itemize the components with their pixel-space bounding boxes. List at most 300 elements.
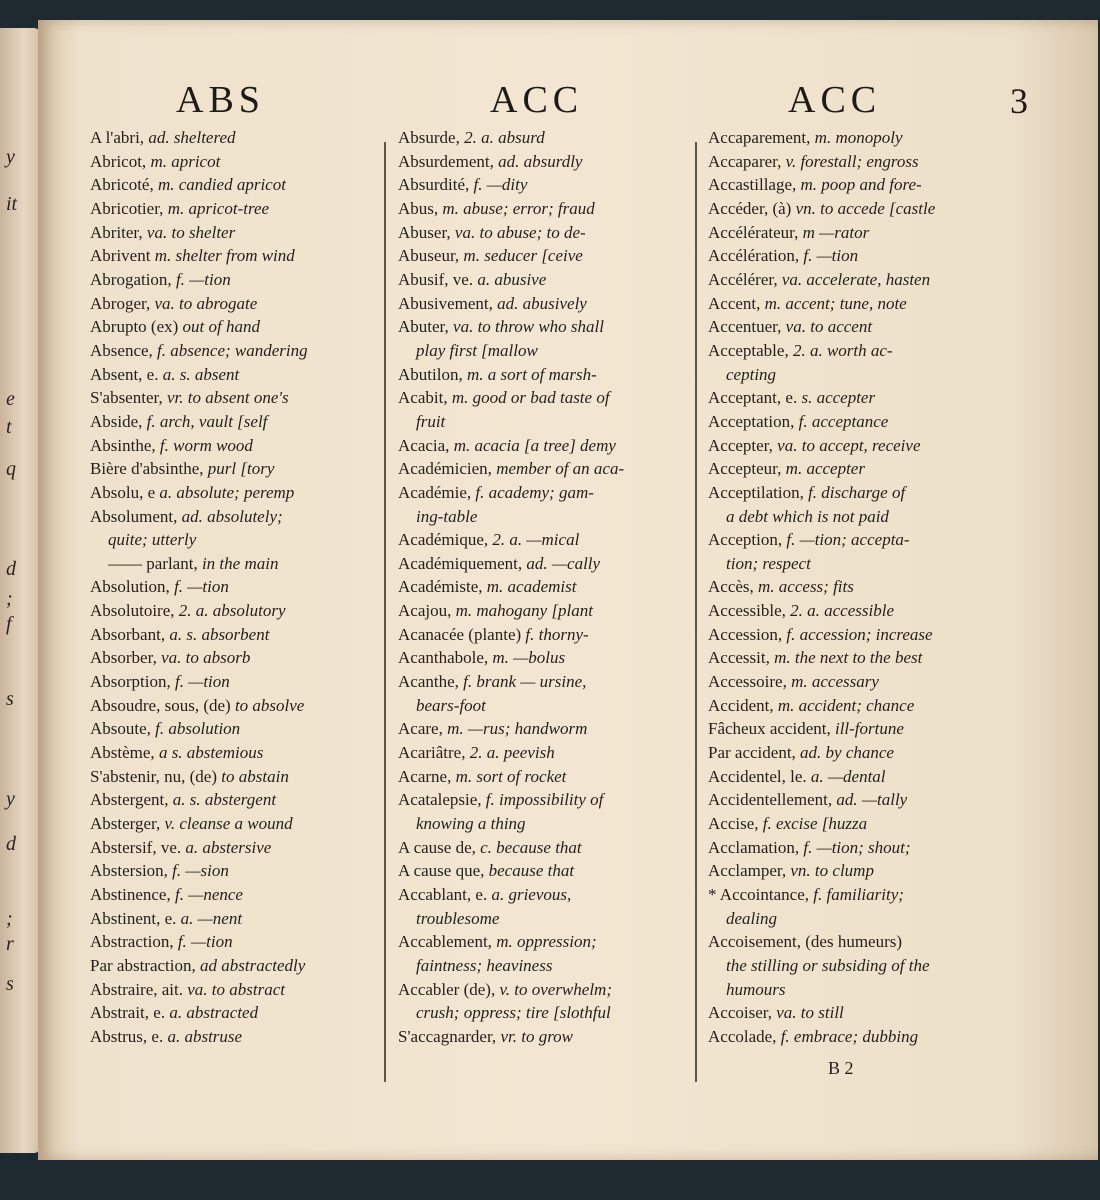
entry-headword: Absorber, — [90, 648, 162, 668]
entry-definition: f. —tion — [803, 246, 859, 266]
dictionary-entry — [708, 1025, 1048, 1049]
dictionary-entry — [398, 386, 690, 410]
dictionary-entry — [708, 244, 1048, 268]
entry-headword: Absinthe, — [90, 435, 160, 455]
dictionary-entry — [398, 765, 690, 789]
entry-headword: Accent, — [708, 293, 765, 313]
dictionary-entry — [90, 292, 380, 316]
entry-definition: the stilling or subsiding of the — [726, 955, 930, 975]
entry-headword: Abstème, — [90, 743, 159, 763]
entry-definition: in the main — [201, 553, 279, 573]
dictionary-entry — [90, 599, 380, 623]
entry-definition: m. acacia [a tree] demy — [453, 435, 616, 455]
facing-page-letter: ; — [6, 588, 13, 610]
entry-definition: 2. a. absolutory — [178, 601, 286, 621]
entry-definition: v. cleanse a wound — [164, 814, 293, 834]
entry-headword: Accélérateur, — [708, 222, 803, 242]
dictionary-entry — [90, 646, 380, 670]
facing-page-edge — [0, 28, 40, 1153]
entry-definition: f. acceptance — [798, 411, 889, 431]
dictionary-entry — [708, 765, 1048, 789]
entry-definition: m. candied apricot — [157, 175, 286, 195]
entry-headword: Abus, — [398, 198, 443, 218]
dictionary-entry — [90, 907, 380, 931]
entry-definition: because that — [488, 861, 575, 881]
entry-definition: f. —tion; shout; — [803, 837, 911, 857]
facing-page-letter: s — [6, 688, 14, 710]
entry-definition: f. impossibility of — [485, 790, 604, 810]
entry-definition: a. absolute; peremp — [159, 482, 295, 502]
entry-headword: Absterger, — [90, 814, 165, 834]
dictionary-entry — [708, 363, 1048, 387]
entry-headword: Bière d'absinthe, — [90, 459, 208, 479]
dictionary-entry — [708, 930, 1048, 954]
entry-definition: f. academy; gam- — [475, 482, 594, 502]
headword-center: ACC — [490, 79, 584, 121]
entry-definition: ad. absolutely; — [181, 506, 283, 526]
entry-definition: va. to throw who shall — [453, 317, 604, 337]
entry-definition: fruit — [416, 411, 446, 431]
entry-definition: a. grievous, — [491, 885, 572, 904]
entry-definition: troublesome — [416, 908, 500, 928]
entry-definition: f. absence; wandering — [157, 340, 308, 360]
facing-page-letter: e — [6, 388, 15, 410]
entry-definition: f. discharge of — [808, 482, 906, 502]
dictionary-entry — [398, 670, 690, 694]
dictionary-entry — [90, 575, 380, 599]
entry-definition: f. —tion — [175, 269, 231, 289]
dictionary-entry — [90, 457, 380, 481]
entry-definition: faintness; heaviness — [416, 955, 553, 975]
dictionary-entry — [90, 410, 380, 434]
entry-headword: Abrivent — [90, 246, 155, 266]
entry-headword: Absurdité, — [398, 175, 474, 195]
entry-definition: va. to accent — [785, 317, 873, 337]
entry-definition: vn. to clump — [790, 861, 874, 881]
entry-definition: ill-fortune — [834, 719, 904, 739]
dictionary-entry — [398, 907, 690, 931]
dictionary-entry — [398, 315, 690, 339]
entry-headword: Acajou, — [398, 601, 456, 621]
dictionary-entry — [398, 741, 690, 765]
entry-headword: Abusif, ve. — [398, 269, 478, 289]
dictionary-entry — [90, 173, 380, 197]
facing-page-letter: y — [6, 788, 15, 810]
entry-headword: Abstergent, — [90, 790, 173, 810]
entry-headword: Accessible, — [708, 601, 791, 621]
entry-headword: Académique, — [398, 530, 493, 550]
entry-definition: s. accepter — [801, 388, 876, 408]
entry-definition: f. accession; increase — [786, 624, 933, 644]
entry-headword: Accastillage, — [708, 175, 801, 195]
entry-definition: f. —tion — [174, 577, 229, 597]
facing-page-letter: q — [6, 458, 16, 480]
entry-headword: Acabit, — [398, 388, 452, 408]
dictionary-entry — [708, 505, 1048, 529]
dictionary-entry — [90, 1001, 380, 1025]
entry-headword: Accepter, — [708, 435, 778, 455]
entry-headword: Abstinence, — [90, 885, 175, 904]
headword-right: ACC — [788, 79, 882, 121]
dictionary-entry — [90, 363, 380, 387]
dictionary-entry — [90, 859, 380, 883]
entry-definition: f. familiarity; — [813, 885, 904, 904]
dictionary-entry — [708, 339, 1048, 363]
dictionary-entry — [708, 788, 1048, 812]
entry-headword: Accentuer, — [708, 317, 786, 337]
entry-headword: Acceptant, e. — [708, 388, 802, 408]
dictionary-entry — [708, 575, 1048, 599]
entry-definition: m. access; fits — [758, 577, 854, 597]
entry-headword: Académiquement, — [398, 553, 527, 573]
entry-headword: Acare, — [398, 719, 448, 739]
dictionary-entry — [398, 410, 690, 434]
entry-definition: 2. a. worth ac- — [792, 340, 893, 360]
entry-definition: m. —rus; handworm — [447, 719, 588, 739]
entry-definition: vr. to absent one's — [166, 388, 289, 408]
dictionary-entry — [398, 268, 690, 292]
entry-headword: Acception, — [708, 530, 787, 550]
entry-headword: Abricot, — [90, 151, 151, 171]
dictionary-entry — [398, 883, 690, 907]
dictionary-entry — [398, 481, 690, 505]
entry-definition: tion; respect — [726, 553, 811, 573]
entry-definition: ad. —cally — [526, 553, 601, 573]
entry-definition: m. accent; tune, note — [764, 293, 907, 313]
entry-definition: dealing — [726, 908, 777, 928]
dictionary-entry — [708, 599, 1048, 623]
dictionary-entry — [90, 434, 380, 458]
dictionary-entry — [398, 457, 690, 481]
entry-headword: Absoudre, sous, (de) — [90, 695, 235, 715]
entry-definition: f. arch, vault [self — [146, 411, 268, 431]
dictionary-entry — [90, 978, 380, 1002]
entry-headword: Accaparement, — [708, 128, 815, 147]
entry-definition: m. —bolus — [492, 648, 566, 668]
entry-definition: a. —dental — [810, 766, 886, 786]
entry-headword: Accidentel, le. — [708, 766, 811, 786]
dictionary-entry — [90, 150, 380, 174]
entry-headword: Abriter, — [90, 222, 147, 242]
entry-headword: A l'abri, — [90, 128, 149, 147]
dictionary-entry — [398, 646, 690, 670]
entry-headword: Accès, — [708, 577, 759, 597]
entry-definition: m. a sort of marsh- — [466, 364, 597, 384]
entry-headword: Acatalepsie, — [398, 790, 486, 810]
entry-headword: Abuseur, — [398, 246, 464, 266]
dictionary-entry — [398, 339, 690, 363]
entry-definition: a. abstracted — [169, 1003, 259, 1023]
entry-definition: va. to abuse; to de- — [454, 222, 586, 242]
entry-definition: f. worm wood — [159, 435, 253, 455]
entry-definition: m. accessary — [791, 672, 879, 692]
entry-definition: 2. a. accessible — [790, 601, 894, 621]
dictionary-entry — [708, 1001, 1048, 1025]
dictionary-entry — [90, 694, 380, 718]
column-3 — [708, 126, 1048, 1049]
dictionary-entry — [90, 741, 380, 765]
dictionary-entry — [398, 221, 690, 245]
dictionary-entry — [708, 670, 1048, 694]
entry-definition: m. accepter — [785, 459, 865, 479]
entry-headword: Acanthe, — [398, 672, 464, 692]
facing-page-letter: t — [6, 416, 12, 438]
facing-page-letter: ; — [6, 908, 13, 930]
dictionary-entry — [708, 717, 1048, 741]
dictionary-entry — [708, 907, 1048, 931]
dictionary-entry — [90, 505, 380, 529]
entry-definition: humours — [726, 979, 786, 999]
dictionary-entry — [708, 434, 1048, 458]
dictionary-entry — [90, 954, 380, 978]
dictionary-entry — [398, 859, 690, 883]
entry-definition: cepting — [726, 364, 777, 384]
dictionary-entry — [398, 599, 690, 623]
dictionary-entry — [708, 410, 1048, 434]
entry-definition: m. the next to the best — [774, 648, 923, 668]
entry-definition: a. s. absent — [162, 364, 240, 384]
entry-headword: * Accointance, — [708, 885, 814, 904]
entry-headword: Accélération, — [708, 246, 804, 266]
dictionary-entry — [708, 268, 1048, 292]
dictionary-entry — [90, 244, 380, 268]
entry-definition: purl [tory — [207, 459, 275, 479]
entry-definition: m —rator — [802, 222, 870, 242]
dictionary-entry — [90, 623, 380, 647]
entry-definition: to absolve — [234, 695, 305, 715]
entry-headword: Acceptation, — [708, 411, 799, 431]
entry-headword: Abside, — [90, 411, 147, 431]
entry-definition: 2. a. —mical — [492, 530, 580, 550]
dictionary-entry — [398, 694, 690, 718]
entry-headword: Absorption, — [90, 672, 175, 692]
dictionary-entry — [90, 930, 380, 954]
entry-definition: ad. abusively — [497, 293, 587, 313]
dictionary-entry — [708, 859, 1048, 883]
entry-headword: Accabler (de), — [398, 979, 500, 999]
entry-headword: S'abstenir, nu, (de) — [90, 766, 222, 786]
entry-headword: Abstersif, ve. — [90, 837, 186, 857]
entry-headword: Abrupto (ex) — [90, 317, 183, 337]
entry-headword: S'accagnarder, — [398, 1026, 501, 1046]
entry-definition: va. to shelter — [146, 222, 236, 242]
entry-definition: quite; utterly — [108, 530, 197, 550]
entry-headword: Absurdement, — [398, 151, 499, 171]
entry-headword: Absolution, — [90, 577, 175, 597]
dictionary-entry — [398, 292, 690, 316]
entry-headword: Abuter, — [398, 317, 454, 337]
dictionary-entry — [398, 197, 690, 221]
entry-definition: play first [mallow — [416, 340, 538, 360]
dictionary-entry — [90, 528, 380, 552]
dictionary-entry — [398, 788, 690, 812]
entry-headword: Absence, — [90, 340, 158, 360]
entry-definition: bears-foot — [416, 695, 486, 715]
entry-headword: Abstrus, e. — [90, 1026, 168, 1046]
dictionary-entry — [398, 505, 690, 529]
dictionary-entry — [90, 765, 380, 789]
entry-headword: Fâcheux accident, — [708, 719, 835, 739]
entry-definition: va. to accept, receive — [777, 435, 921, 455]
dictionary-entry — [398, 978, 690, 1002]
dictionary-entry — [708, 623, 1048, 647]
entry-definition: f. —tion; accepta- — [786, 530, 910, 550]
dictionary-entry — [398, 717, 690, 741]
entry-definition: f. —nence — [174, 885, 243, 904]
entry-definition: m. oppression; — [496, 932, 597, 952]
entry-definition: vr. to grow — [500, 1026, 574, 1046]
entry-headword: Abstinent, e. — [90, 908, 181, 928]
entry-headword: Acceptable, — [708, 340, 793, 360]
dictionary-entry — [708, 481, 1048, 505]
entry-headword: Par abstraction, — [90, 955, 200, 975]
entry-headword: Acanthabole, — [398, 648, 493, 668]
entry-headword: Acanacée (plante) — [398, 624, 526, 644]
entry-definition: f. absolution — [155, 719, 241, 739]
dictionary-entry — [90, 126, 380, 150]
facing-page-letter: s — [6, 973, 14, 995]
entry-headword: Accessit, — [708, 648, 775, 668]
dictionary-entry — [398, 812, 690, 836]
dictionary-entry — [90, 1025, 380, 1049]
column-2 — [398, 126, 690, 1049]
dictionary-entry — [90, 670, 380, 694]
dictionary-entry — [90, 883, 380, 907]
entry-definition: m. seducer [ceive — [463, 246, 583, 266]
dictionary-entry — [90, 812, 380, 836]
entry-headword: Accidentellement, — [708, 790, 837, 810]
entry-definition: out of hand — [182, 317, 260, 337]
dictionary-entry — [398, 1001, 690, 1025]
entry-definition: m. shelter from wind — [154, 246, 295, 266]
entry-definition: va. to abstract — [187, 979, 285, 999]
facing-page-letter: d — [6, 558, 16, 580]
column-rule — [695, 142, 697, 1082]
entry-definition: m. apricot-tree — [167, 198, 270, 218]
entry-definition: m. mahogany [plant — [455, 601, 594, 621]
entry-definition: f. thorny- — [525, 624, 589, 644]
entry-headword: Abricoté, — [90, 175, 158, 195]
entry-definition: f. —tion — [175, 672, 230, 692]
entry-definition: m. academist — [486, 577, 577, 597]
entry-headword: Acceptilation, — [708, 482, 809, 502]
entry-headword: Accident, — [708, 695, 778, 715]
entry-headword: Abstraction, — [90, 932, 178, 952]
entry-headword: Accoisement, (des humeurs) — [708, 932, 903, 952]
entry-definition: knowing a thing — [416, 814, 526, 834]
entry-definition: ad. —tally — [836, 790, 908, 810]
entry-headword: S'absenter, — [90, 388, 167, 408]
entry-definition: a. —nent — [180, 908, 243, 928]
entry-definition: m. abuse; error; fraud — [442, 198, 595, 218]
facing-page-letter: f — [6, 613, 12, 635]
dictionary-entry — [398, 930, 690, 954]
entry-headword: Abuser, — [398, 222, 455, 242]
dictionary-entry — [398, 150, 690, 174]
dictionary-entry — [708, 836, 1048, 860]
entry-definition: ad abstractedly — [200, 955, 306, 975]
facing-page-letter: r — [6, 933, 14, 955]
entry-headword: Absolutoire, — [90, 601, 179, 621]
entry-headword: Accaparer, — [708, 151, 786, 171]
entry-definition: c. because that — [480, 837, 582, 857]
dictionary-entry — [90, 788, 380, 812]
dictionary-entry — [398, 528, 690, 552]
dictionary-entry — [708, 197, 1048, 221]
dictionary-entry — [398, 244, 690, 268]
entry-headword: Acariâtre, — [398, 743, 470, 763]
column-rule — [384, 142, 386, 1082]
entry-definition: m. sort of rocket — [455, 766, 567, 786]
entry-headword: Abutilon, — [398, 364, 467, 384]
entry-definition: m. poop and fore- — [800, 175, 922, 195]
dictionary-entry — [90, 552, 380, 576]
dictionary-entry — [398, 173, 690, 197]
entry-headword: Abroger, — [90, 293, 155, 313]
entry-headword: Accablant, e. — [398, 885, 492, 904]
dictionary-entry — [708, 694, 1048, 718]
dictionary-entry — [398, 836, 690, 860]
dictionary-entry — [708, 386, 1048, 410]
entry-headword: Abstraire, ait. — [90, 979, 188, 999]
entry-headword: Accepteur, — [708, 459, 786, 479]
dictionary-entry — [90, 339, 380, 363]
entry-headword: Acacia, — [398, 435, 454, 455]
entry-definition: a. s. abstergent — [172, 790, 277, 810]
entry-definition: crush; oppress; tire [slothful — [416, 1003, 611, 1023]
entry-definition: m. accident; chance — [777, 695, 915, 715]
dictionary-entry — [398, 954, 690, 978]
entry-definition: m. monopoly — [814, 128, 903, 147]
dictionary-entry — [90, 717, 380, 741]
dictionary-entry — [708, 150, 1048, 174]
entry-definition: m. apricot — [150, 151, 221, 171]
entry-headword: Abricotier, — [90, 198, 168, 218]
dictionary-entry — [90, 197, 380, 221]
dictionary-entry — [708, 315, 1048, 339]
entry-headword: Accéder, (à) — [708, 198, 796, 218]
entry-headword: Par accident, — [708, 743, 801, 763]
entry-definition: a. abstersive — [185, 837, 272, 857]
dictionary-entry — [708, 457, 1048, 481]
entry-definition: f. —dity — [473, 175, 528, 195]
dictionary-entry — [90, 386, 380, 410]
dictionary-entry — [708, 646, 1048, 670]
entry-definition: va. to abrogate — [154, 293, 258, 313]
entry-headword: Académiste, — [398, 577, 487, 597]
entry-definition: va. to absorb — [161, 648, 251, 668]
dictionary-entry — [90, 481, 380, 505]
entry-definition: a. abstruse — [167, 1026, 243, 1046]
entry-headword: Accession, — [708, 624, 787, 644]
entry-headword: Accélérer, — [708, 269, 782, 289]
dictionary-entry — [398, 434, 690, 458]
entry-definition: a debt which is not paid — [726, 506, 889, 526]
entry-headword: Accolade, — [708, 1026, 781, 1046]
entry-headword: Acarne, — [398, 766, 456, 786]
column-1 — [90, 126, 380, 1049]
entry-definition: va. accelerate, hasten — [781, 269, 931, 289]
entry-definition: f. —sion — [172, 861, 229, 881]
entry-definition: to abstain — [221, 766, 289, 786]
dictionary-entry — [90, 836, 380, 860]
entry-headword: A cause que, — [398, 861, 489, 881]
entry-definition: 2. a. absurd — [464, 128, 545, 147]
entry-definition: ad. absurdly — [498, 151, 583, 171]
entry-headword: Abrogation, — [90, 269, 176, 289]
entry-headword: Abstrait, e. — [90, 1003, 170, 1023]
dictionary-entry — [398, 1025, 690, 1049]
